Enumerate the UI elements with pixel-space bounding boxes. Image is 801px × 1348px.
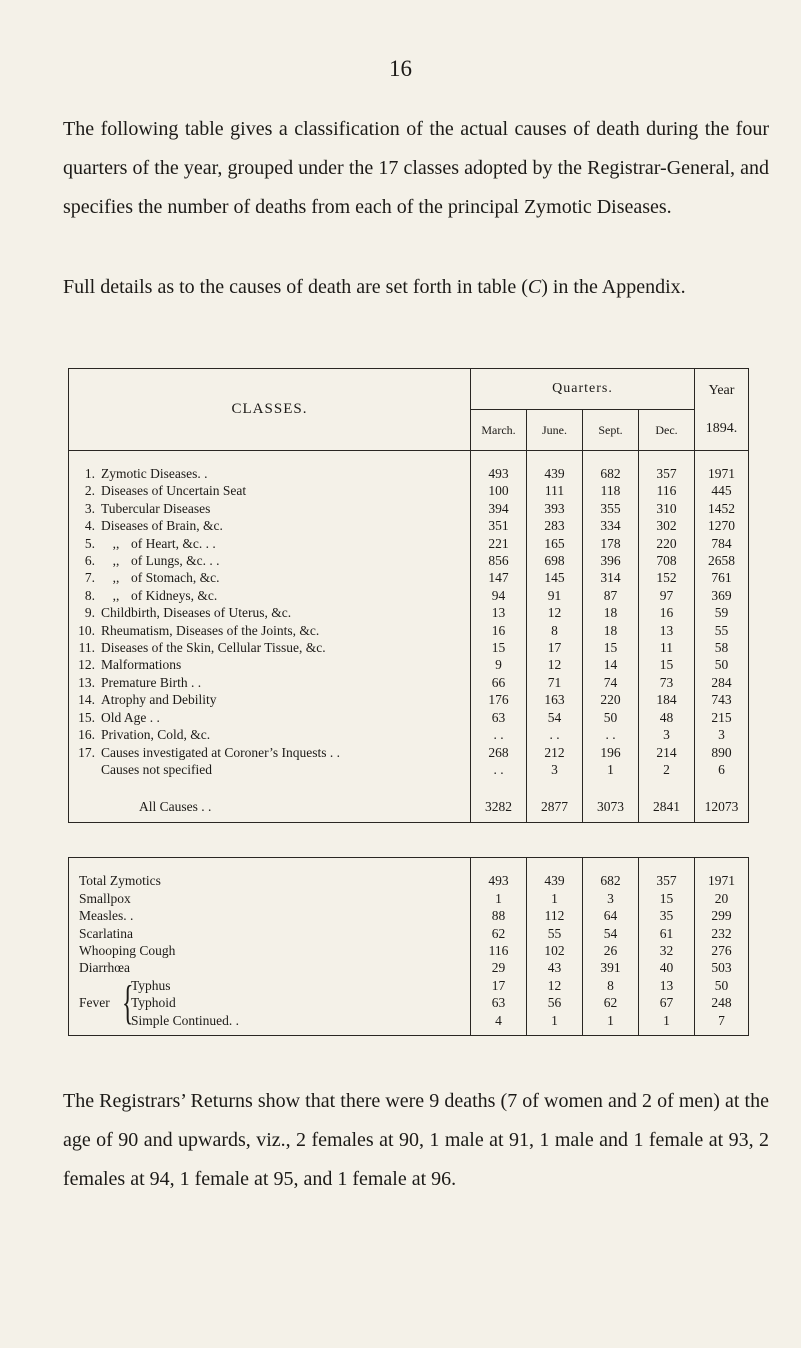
zymotic-label: Whooping Cough — [69, 942, 471, 959]
cell-year: 1971 — [695, 465, 749, 482]
quarters-header: Quarters. — [471, 369, 695, 410]
cell-sept: 64 — [583, 907, 639, 924]
cell-march: 66 — [471, 674, 527, 691]
cell-sept: 14 — [583, 656, 639, 673]
appendix-text-before: Full details as to the causes of death are set forth in table ( — [63, 276, 528, 298]
cell-year: 215 — [695, 709, 749, 726]
cell-march: 856 — [471, 552, 527, 569]
year-header — [695, 369, 749, 451]
cause-name: Atrophy and Debility — [101, 692, 217, 708]
cell-dec: 40 — [639, 959, 695, 976]
zymotic-top-spacer — [69, 858, 749, 873]
fever-type-label: Typhoid — [131, 995, 176, 1011]
fever-cell-sept: 62 — [603, 995, 618, 1011]
cell-march: 221 — [471, 535, 527, 552]
table-row — [69, 709, 749, 726]
cause-name: of Lungs, &c. . . — [131, 553, 220, 569]
cell-sept: 682 — [583, 465, 639, 482]
table-row — [69, 959, 749, 976]
table-row — [69, 761, 749, 778]
all-causes-row — [69, 792, 749, 823]
table-row — [69, 465, 749, 482]
row-label — [69, 622, 471, 639]
cause-name: Privation, Cold, &c. — [101, 727, 211, 743]
cell-june: 111 — [527, 482, 583, 499]
fever-cell-june: 56 — [547, 995, 562, 1011]
fever-type-label: Typhus — [131, 977, 171, 993]
table-row — [69, 569, 749, 586]
row-number: 17. — [78, 744, 95, 760]
cell-march: 147 — [471, 569, 527, 586]
cause-name: Tubercular Diseases — [101, 500, 211, 516]
row-label — [69, 656, 471, 673]
fever-cell-march: 4 — [495, 1012, 502, 1028]
cell-year: 20 — [695, 890, 749, 907]
fever-cell-year: 50 — [714, 977, 729, 993]
class-rows — [69, 451, 749, 793]
cell-sept: 3 — [583, 890, 639, 907]
cause-name: of Kidneys, &c. — [131, 587, 218, 603]
cell-year: 2658 — [695, 552, 749, 569]
table-row — [69, 691, 749, 708]
cell-year: 59 — [695, 604, 749, 621]
row-label — [69, 761, 471, 778]
year-header-label: Year — [708, 382, 735, 398]
causes-of-death-table — [68, 368, 749, 1036]
table-row — [69, 587, 749, 604]
row-number: 12. — [78, 657, 95, 673]
zymotic-label: Diarrhœa — [69, 959, 471, 976]
row-label — [69, 604, 471, 621]
class-rows-bottom-spacer — [69, 778, 749, 792]
row-number: 3. — [84, 500, 95, 516]
cell-sept: 18 — [583, 622, 639, 639]
cell-dec: 15 — [639, 656, 695, 673]
cell-march: 9 — [471, 656, 527, 673]
cell-june: 54 — [527, 709, 583, 726]
cell-dec: 708 — [639, 552, 695, 569]
fever-cell-march: 17 — [491, 977, 506, 993]
cell-june: 3 — [527, 761, 583, 778]
cell-dec: 3 — [639, 726, 695, 743]
table-row — [69, 604, 749, 621]
year-header-value: 1894. — [705, 420, 738, 436]
cell-sept: 314 — [583, 569, 639, 586]
cell-sept: 178 — [583, 535, 639, 552]
row-number: 4. — [84, 518, 95, 534]
row-number: 16. — [78, 727, 95, 743]
table-row — [69, 552, 749, 569]
cell-year: 55 — [695, 622, 749, 639]
cell-sept: 682 — [583, 872, 639, 889]
cell-june: 165 — [527, 535, 583, 552]
fever-cell-sept: 8 — [607, 977, 614, 993]
cell-march: 63 — [471, 709, 527, 726]
cell-year: 1270 — [695, 517, 749, 534]
appendix-text-after: ) in the Appendix. — [541, 276, 686, 298]
cell-june: 439 — [527, 872, 583, 889]
cell-dec: 116 — [639, 482, 695, 499]
cause-name: Premature Birth . . — [101, 674, 202, 690]
fever-labels — [131, 977, 239, 1029]
cell-year: 445 — [695, 482, 749, 499]
row-number: 11. — [78, 640, 95, 656]
cell-dec: 16 — [639, 604, 695, 621]
cell-march: 176 — [471, 691, 527, 708]
table-row — [69, 674, 749, 691]
cell-dec: 357 — [639, 465, 695, 482]
row-label — [69, 500, 471, 517]
cause-name: Diseases of Uncertain Seat — [101, 483, 247, 499]
cell-march: 62 — [471, 925, 527, 942]
cell-year: 369 — [695, 587, 749, 604]
fever-row-group — [69, 977, 749, 1036]
all-causes-june: 2877 — [527, 792, 583, 823]
row-label — [69, 726, 471, 743]
cause-name: Malformations — [101, 657, 182, 673]
row-number: 1. — [84, 466, 95, 481]
row-label — [69, 709, 471, 726]
table-row — [69, 872, 749, 889]
zymotic-label: Scarlatina — [69, 925, 471, 942]
fever-cell-dec: 67 — [659, 995, 674, 1011]
cell-dec: 97 — [639, 587, 695, 604]
cell-june: 17 — [527, 639, 583, 656]
table-row — [69, 907, 749, 924]
appendix-table-ref: C — [527, 276, 542, 298]
ditto-mark: ,, — [112, 535, 120, 551]
cell-june: 102 — [527, 942, 583, 959]
fever-march-values — [471, 977, 527, 1036]
row-label — [69, 517, 471, 534]
cell-year: 784 — [695, 535, 749, 552]
fever-cell-march: 63 — [491, 995, 506, 1011]
cell-dec: 61 — [639, 925, 695, 942]
cell-march: 13 — [471, 604, 527, 621]
cell-dec: 357 — [639, 872, 695, 889]
ditto-mark: ,, — [112, 553, 120, 569]
row-number: 15. — [78, 709, 95, 725]
quarter-header-dec: Dec. — [639, 410, 695, 451]
cell-year: 503 — [695, 959, 749, 976]
table-row — [69, 500, 749, 517]
row-label — [69, 465, 471, 482]
cell-march: 15 — [471, 639, 527, 656]
row-label — [69, 744, 471, 761]
all-causes-sept: 3073 — [583, 792, 639, 823]
cell-year: 761 — [695, 569, 749, 586]
cell-dec: 184 — [639, 691, 695, 708]
page-number: 16 — [389, 56, 412, 81]
cell-march: 88 — [471, 907, 527, 924]
row-number: 6. — [84, 553, 95, 569]
cell-year: 276 — [695, 942, 749, 959]
cell-june: 393 — [527, 500, 583, 517]
cell-year: 6 — [695, 761, 749, 778]
cell-sept: 18 — [583, 604, 639, 621]
cell-year: 1452 — [695, 500, 749, 517]
table-row — [69, 656, 749, 673]
fever-cell-year: 7 — [718, 1012, 725, 1028]
quarter-header-sept: Sept. — [583, 410, 639, 451]
all-causes-dec: 2841 — [639, 792, 695, 823]
cell-march: 268 — [471, 744, 527, 761]
cell-dec: 220 — [639, 535, 695, 552]
cell-march: 493 — [471, 872, 527, 889]
cell-dec: 32 — [639, 942, 695, 959]
cell-dec: 13 — [639, 622, 695, 639]
cell-year: 890 — [695, 744, 749, 761]
cell-march: 100 — [471, 482, 527, 499]
zymotic-label: Smallpox — [69, 890, 471, 907]
cell-sept: 26 — [583, 942, 639, 959]
cell-sept: 50 — [583, 709, 639, 726]
fever-cell-june: 1 — [551, 1012, 558, 1028]
all-causes-section — [69, 792, 749, 872]
table-row — [69, 517, 749, 534]
cell-sept: 355 — [583, 500, 639, 517]
quarter-header-june: June. — [527, 410, 583, 451]
cell-march: 394 — [471, 500, 527, 517]
cell-dec: 15 — [639, 890, 695, 907]
table-row — [69, 942, 749, 959]
cell-june: 12 — [527, 604, 583, 621]
cell-sept: 118 — [583, 482, 639, 499]
row-number: 9. — [84, 605, 95, 621]
row-label — [69, 552, 471, 569]
row-number: 14. — [78, 692, 95, 708]
cell-march: 16 — [471, 622, 527, 639]
all-causes-year: 12073 — [695, 792, 749, 823]
zymotic-rows — [69, 872, 749, 976]
row-number: 8. — [84, 587, 95, 603]
cell-june: 43 — [527, 959, 583, 976]
cell-june: 145 — [527, 569, 583, 586]
cause-name: Diseases of Brain, &c. — [101, 518, 223, 534]
cell-year: 743 — [695, 691, 749, 708]
table-row — [69, 482, 749, 499]
cause-name: of Heart, &c. . . — [131, 535, 216, 551]
cell-year: 3 — [695, 726, 749, 743]
cell-sept: 74 — [583, 674, 639, 691]
cause-name: Rheumatism, Diseases of the Joints, &c. — [101, 622, 320, 638]
table-row — [69, 726, 749, 743]
cell-year: 50 — [695, 656, 749, 673]
fever-cell-sept: 1 — [607, 1012, 614, 1028]
cell-march: 493 — [471, 465, 527, 482]
cause-name: of Stomach, &c. — [131, 570, 220, 586]
cell-year: 1971 — [695, 872, 749, 889]
cell-june: 163 — [527, 691, 583, 708]
cell-year: 284 — [695, 674, 749, 691]
quarter-header-march: March. — [471, 410, 527, 451]
row-number: 2. — [84, 483, 95, 499]
table-row — [69, 622, 749, 639]
all-causes-label: All Causes . . — [69, 792, 471, 823]
cell-june: 439 — [527, 465, 583, 482]
brace-icon: { — [122, 976, 134, 1029]
cell-dec: 310 — [639, 500, 695, 517]
table-row — [69, 890, 749, 907]
row-label — [69, 691, 471, 708]
cell-year: 299 — [695, 907, 749, 924]
cell-march: . . — [471, 726, 527, 743]
cell-march: 29 — [471, 959, 527, 976]
fever-dec-values — [639, 977, 695, 1036]
cell-sept: 54 — [583, 925, 639, 942]
cause-name: Childbirth, Diseases of Uterus, &c. — [101, 605, 292, 621]
cell-sept: 1 — [583, 761, 639, 778]
row-label — [69, 482, 471, 499]
cell-sept: 196 — [583, 744, 639, 761]
cell-dec: 152 — [639, 569, 695, 586]
row-label — [69, 569, 471, 586]
cell-sept: 87 — [583, 587, 639, 604]
cell-sept: 396 — [583, 552, 639, 569]
cell-sept: 334 — [583, 517, 639, 534]
cell-june: 698 — [527, 552, 583, 569]
cell-dec: 35 — [639, 907, 695, 924]
cell-dec: 73 — [639, 674, 695, 691]
fever-cell-dec: 13 — [659, 977, 674, 993]
cell-dec: 11 — [639, 639, 695, 656]
row-label — [69, 674, 471, 691]
cell-june: 112 — [527, 907, 583, 924]
cell-june: 212 — [527, 744, 583, 761]
fever-section — [69, 977, 749, 1036]
fever-june-values — [527, 977, 583, 1036]
cell-june: 1 — [527, 890, 583, 907]
fever-type-label: Simple Continued. . — [131, 1012, 239, 1028]
cell-dec: 302 — [639, 517, 695, 534]
classes-header: CLASSES. — [69, 369, 471, 451]
table-row — [69, 925, 749, 942]
cell-dec: 48 — [639, 709, 695, 726]
all-causes-march: 3282 — [471, 792, 527, 823]
row-number: 13. — [78, 674, 95, 690]
cell-march: 1 — [471, 890, 527, 907]
cell-sept: . . — [583, 726, 639, 743]
appendix-paragraph — [63, 268, 769, 307]
cell-june: 8 — [527, 622, 583, 639]
cell-dec: 214 — [639, 744, 695, 761]
cause-name: Causes not specified — [101, 761, 212, 777]
cause-name: Zymotic Diseases. . — [101, 466, 208, 481]
zymotic-label: Total Zymotics — [69, 872, 471, 889]
class-rows-top-spacer — [69, 451, 749, 466]
ditto-mark: ,, — [112, 587, 120, 603]
cell-sept: 391 — [583, 959, 639, 976]
closing-paragraph: The Registrars’ Returns show that there were 9 deaths (7 of women and 2 of men) at the age of 90 and upwards, viz., 2 females at 90, 1 male at 91, 1 male and 1 female at 93, 2 females at 94, 1 female at 95, and 1 female at 96. — [63, 1090, 769, 1190]
fever-cell-june: 12 — [547, 977, 562, 993]
cell-june: 283 — [527, 517, 583, 534]
cell-june: 55 — [527, 925, 583, 942]
row-number: 5. — [84, 535, 95, 551]
cell-june: 12 — [527, 656, 583, 673]
cause-name: Causes investigated at Coroner’s Inquests . . — [101, 744, 340, 760]
cell-march: 116 — [471, 942, 527, 959]
zymotic-label: Measles. . — [69, 907, 471, 924]
cell-sept: 15 — [583, 639, 639, 656]
row-number: 7. — [84, 570, 95, 586]
cell-year: 232 — [695, 925, 749, 942]
cell-dec: 2 — [639, 761, 695, 778]
table-row — [69, 535, 749, 552]
fever-cell-dec: 1 — [663, 1012, 670, 1028]
fever-sept-values — [583, 977, 639, 1036]
cell-june: 71 — [527, 674, 583, 691]
cell-march: 351 — [471, 517, 527, 534]
cell-sept: 220 — [583, 691, 639, 708]
cell-year: 58 — [695, 639, 749, 656]
cell-march: 94 — [471, 587, 527, 604]
row-label — [69, 535, 471, 552]
ditto-mark: ,, — [112, 570, 120, 586]
cell-june: . . — [527, 726, 583, 743]
cell-june: 91 — [527, 587, 583, 604]
row-label — [69, 587, 471, 604]
fever-cell-year: 248 — [711, 995, 732, 1011]
intro-paragraph: The following table gives a classification of the actual causes of death during the four quarters of the year, grouped under the 17 classes adopted by the Registrar-General, and specifies the number of deaths from each of the principal Zymotic Diseases. — [63, 118, 769, 218]
table-row — [69, 639, 749, 656]
fever-year-values — [695, 977, 749, 1036]
row-number: 10. — [78, 622, 95, 638]
cause-name: Old Age . . — [101, 709, 160, 725]
cell-march: . . — [471, 761, 527, 778]
cause-name: Diseases of the Skin, Cellular Tissue, &c. — [101, 640, 326, 656]
fever-label: Fever — [79, 994, 110, 1010]
table-row — [69, 744, 749, 761]
section-gap — [69, 823, 749, 858]
row-label — [69, 639, 471, 656]
